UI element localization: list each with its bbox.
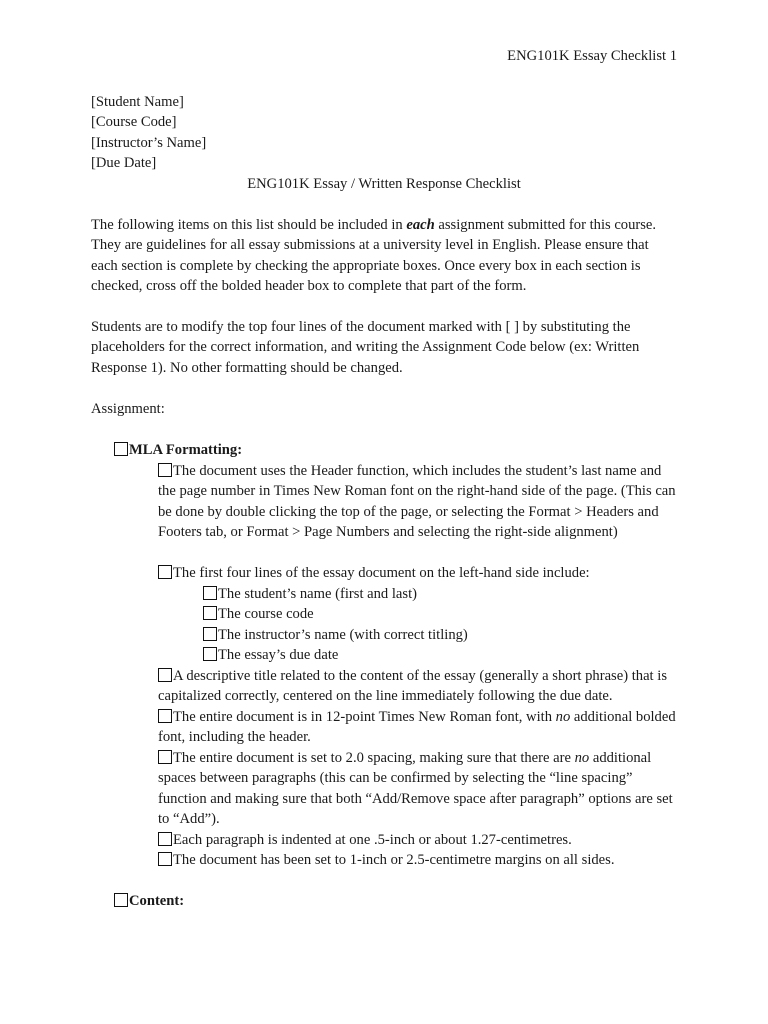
content-section-checkbox[interactable] xyxy=(114,893,128,907)
student-name-placeholder[interactable]: [Student Name] xyxy=(91,94,184,110)
checklist-item-font xyxy=(158,707,678,748)
mla-section-checkbox[interactable] xyxy=(114,442,128,456)
course-code-placeholder[interactable]: [Course Code] xyxy=(91,114,177,131)
item-indent-text: Each paragraph is indented at one .5-inch or about 1.27-centimetres. xyxy=(173,832,572,848)
mla-section-header xyxy=(114,440,242,460)
document-title: ENG101K Essay / Written Response Checklist xyxy=(247,176,521,192)
item-spacing-text-start: The entire document is set to 2.0 spacing, making sure that there are xyxy=(173,750,575,766)
item-first-four-lines-text: The first four lines of the essay document on the left-hand side include: xyxy=(173,565,590,581)
placeholder-lines xyxy=(91,92,206,174)
intro-p1-end: assignment submitted for this course. They are guidelines for all essay submissions at a university level in English. Please ensure that each section is complete by checking the appropriate boxes. Once every box in each section is checked, cross off the bolded header box to complete that part of the form. xyxy=(91,217,657,295)
subitem-course-code-text: The course code xyxy=(218,606,314,622)
intro-paragraph-2: Students are to modify the top four lines of the document marked with [ ] by substituting the placeholders for the correct information, and writing the Assignment Code below (ex: Written Response 1). No other formatting should be changed. xyxy=(91,319,640,376)
running-header: ENG101K Essay Checklist 1 xyxy=(507,48,677,64)
subitem-due-date xyxy=(203,645,338,665)
checkbox-descriptive-title[interactable] xyxy=(158,668,172,682)
item-header-function-text: The document uses the Header function, which includes the student’s last name and the page number in Times New Roman font on the right-hand side of the page. (This can be done by double clicking the top of the page, or selecting the Format > Headers and Footers tab, or Format > Page Numbers and selecting the right-side alignment) xyxy=(158,463,676,541)
intro-p1-start: The following items on this list should be included in xyxy=(91,217,407,233)
subitem-due-date-text: The essay’s due date xyxy=(218,647,339,663)
checkbox-indent[interactable] xyxy=(158,832,172,846)
checklist-item-first-four-lines xyxy=(158,563,678,583)
content-section-header xyxy=(114,891,184,911)
checkbox-course-code[interactable] xyxy=(203,606,217,620)
checkbox-instructor-name[interactable] xyxy=(203,627,217,641)
subitem-student-name xyxy=(203,584,417,604)
subitem-instructor-name-text: The instructor’s name (with correct titling) xyxy=(218,627,468,643)
item-descriptive-title-text: A descriptive title related to the content of the essay (generally a short phrase) that is capitalized correctly, centered on the line immediately following the due date. xyxy=(158,668,667,705)
checkbox-student-name[interactable] xyxy=(203,586,217,600)
checkbox-due-date[interactable] xyxy=(203,647,217,661)
item-margins-text: The document has been set to 1-inch or 2.5-centimetre margins on all sides. xyxy=(173,852,615,868)
checklist-item-spacing xyxy=(158,748,678,830)
item-font-text-end: additional bolded font, including the header. xyxy=(158,709,676,746)
item-spacing-text-end: additional spaces between paragraphs (this can be confirmed by selecting the “line spacing” function and making sure that both “Add/Remove space after paragraph” options are set to “Add”). xyxy=(158,750,673,828)
assignment-label: Assignment: xyxy=(91,401,165,417)
checkbox-spacing[interactable] xyxy=(158,750,172,764)
checklist-item-indent xyxy=(158,830,678,850)
subitem-student-name-text: The student’s name (first and last) xyxy=(218,586,417,602)
item-font-emphasis: no xyxy=(555,709,571,725)
intro-paragraph-1 xyxy=(91,215,679,297)
checkbox-margins[interactable] xyxy=(158,852,172,866)
checklist-item-header-function xyxy=(158,461,678,543)
checkbox-header-function[interactable] xyxy=(158,463,172,477)
subitem-instructor-name xyxy=(203,625,468,645)
instructor-name-placeholder[interactable]: [Instructor’s Name] xyxy=(91,134,207,151)
item-spacing-emphasis: no xyxy=(574,750,590,766)
due-date-placeholder[interactable]: [Due Date] xyxy=(91,155,157,172)
checkbox-font[interactable] xyxy=(158,709,172,723)
mla-section-heading: MLA Formatting: xyxy=(129,442,243,458)
checklist-item-margins xyxy=(158,850,678,870)
subitem-course-code xyxy=(203,604,314,624)
content-section-heading: Content: xyxy=(129,893,185,909)
checkbox-first-four-lines[interactable] xyxy=(158,565,172,579)
intro-p1-emphasis: each xyxy=(406,217,435,233)
checklist-item-descriptive-title xyxy=(158,666,678,707)
item-font-text-start: The entire document is in 12-point Times New Roman font, with xyxy=(173,709,556,725)
